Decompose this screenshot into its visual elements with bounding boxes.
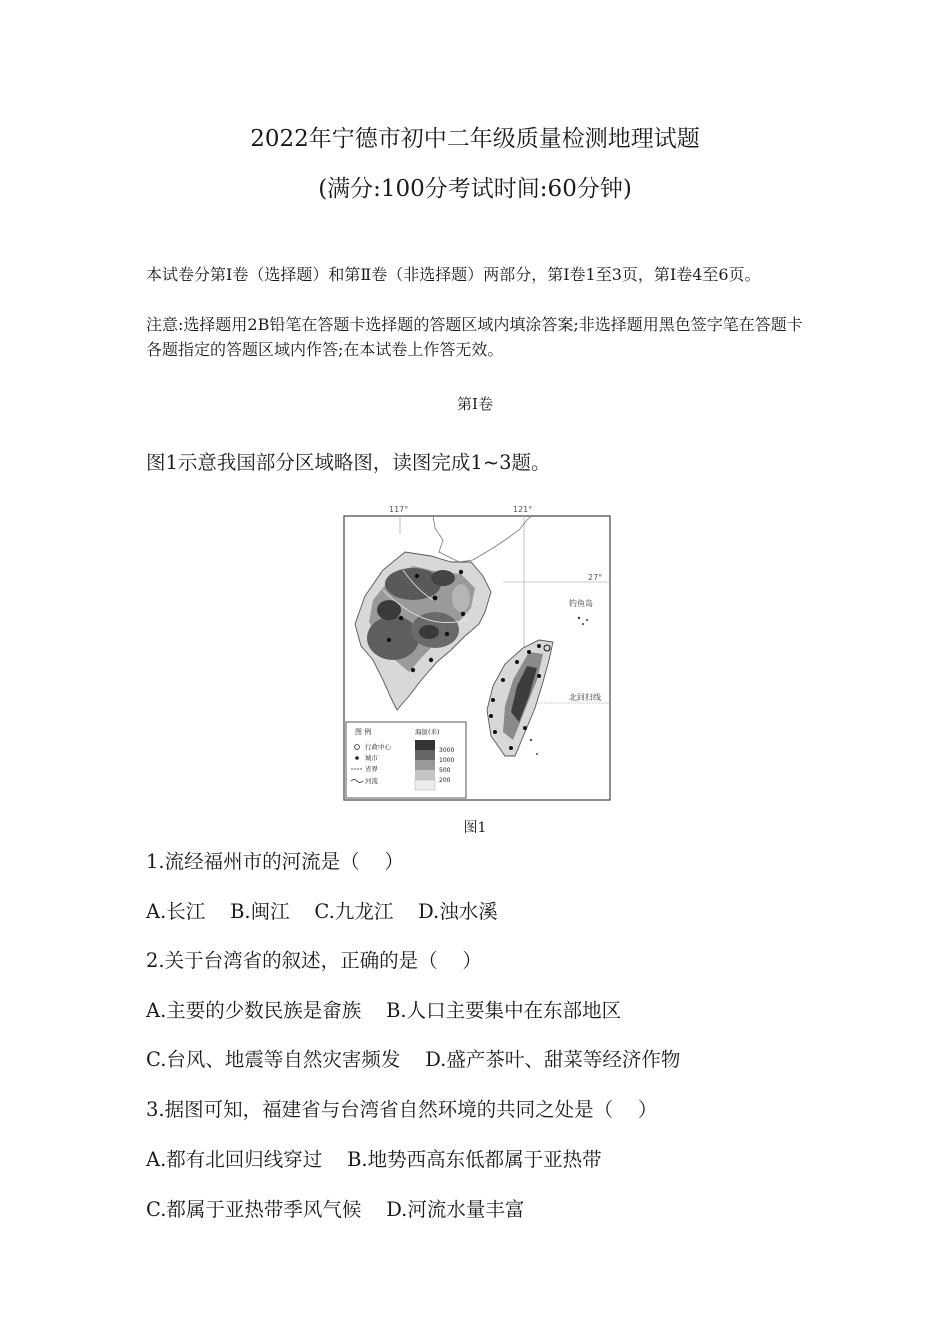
legend-item-city: 城市 xyxy=(365,754,378,762)
question-3-options-c-d: C.都属于亚热带季风气候 D.河流水量丰富 xyxy=(146,1198,525,1221)
question-2-options-a-b: A.主要的少数民族是畲族 B.人口主要集中在东部地区 xyxy=(146,999,622,1022)
tropic-label: 北回归线 xyxy=(569,693,601,702)
question-2-options-c-d: C.台风、地震等自然灾害频发 D.盛产茶叶、甜菜等经济作物 xyxy=(146,1048,681,1071)
question-3-options-a-b: A.都有北回归线穿过 B.地势西高东低都属于亚热带 xyxy=(146,1148,602,1171)
question-2-stem: 2.关于台湾省的叙述，正确的是（ ） xyxy=(146,949,482,972)
legend-title: 图 例 xyxy=(355,728,372,736)
legend-elev-200: 200 xyxy=(439,777,451,784)
legend-elev-500: 500 xyxy=(439,767,451,774)
notice-paragraph: 注意:选择题用2B铅笔在答题卡选择题的答题区域内填涂答案;非选择题用黑色签字笔在答题卡各题指定的答题区域内作答;在本试卷上作答无效。 xyxy=(146,315,803,359)
page-subtitle: (满分:100分考试时间:60分钟) xyxy=(318,176,632,202)
diaoyu-label: 钓鱼岛 xyxy=(569,599,593,608)
legend-elev-1000: 1000 xyxy=(439,757,455,764)
legend-elevation-header: 海拔(米) xyxy=(415,728,440,736)
map-legend xyxy=(346,722,466,798)
page-title: 2022年宁德市初中二年级质量检测地理试题 xyxy=(250,126,700,152)
lat-label-27: 27° xyxy=(588,573,603,582)
legend-elev-3000: 3000 xyxy=(439,747,455,754)
legend-item-capital: 行政中心 xyxy=(365,743,391,751)
instructions-paragraph: 本试卷分第Ⅰ卷（选择题）和第Ⅱ卷（非选择题）两部分，第Ⅰ卷1至3页，第Ⅰ卷4至6页。 xyxy=(146,265,761,284)
question-1-options: A.长江 B.闽江 C.九龙江 D.浊水溪 xyxy=(146,900,498,923)
question-1-stem: 1.流经福州市的河流是（ ） xyxy=(146,850,404,873)
question-3-stem: 3.据图可知，福建省与台湾省自然环境的共同之处是（ ） xyxy=(146,1098,658,1121)
legend-item-border: 省界 xyxy=(365,765,378,773)
lon-label-121: 121° xyxy=(513,505,533,514)
figure-intro: 图1示意我国部分区域略图，读图完成1~3题。 xyxy=(146,451,551,474)
lon-label-117: 117° xyxy=(389,505,409,514)
figure-caption: 图1 xyxy=(463,820,487,836)
section-label: 第Ⅰ卷 xyxy=(457,395,493,413)
legend-item-river: 河流 xyxy=(365,777,378,785)
region-map-figure xyxy=(343,500,611,805)
